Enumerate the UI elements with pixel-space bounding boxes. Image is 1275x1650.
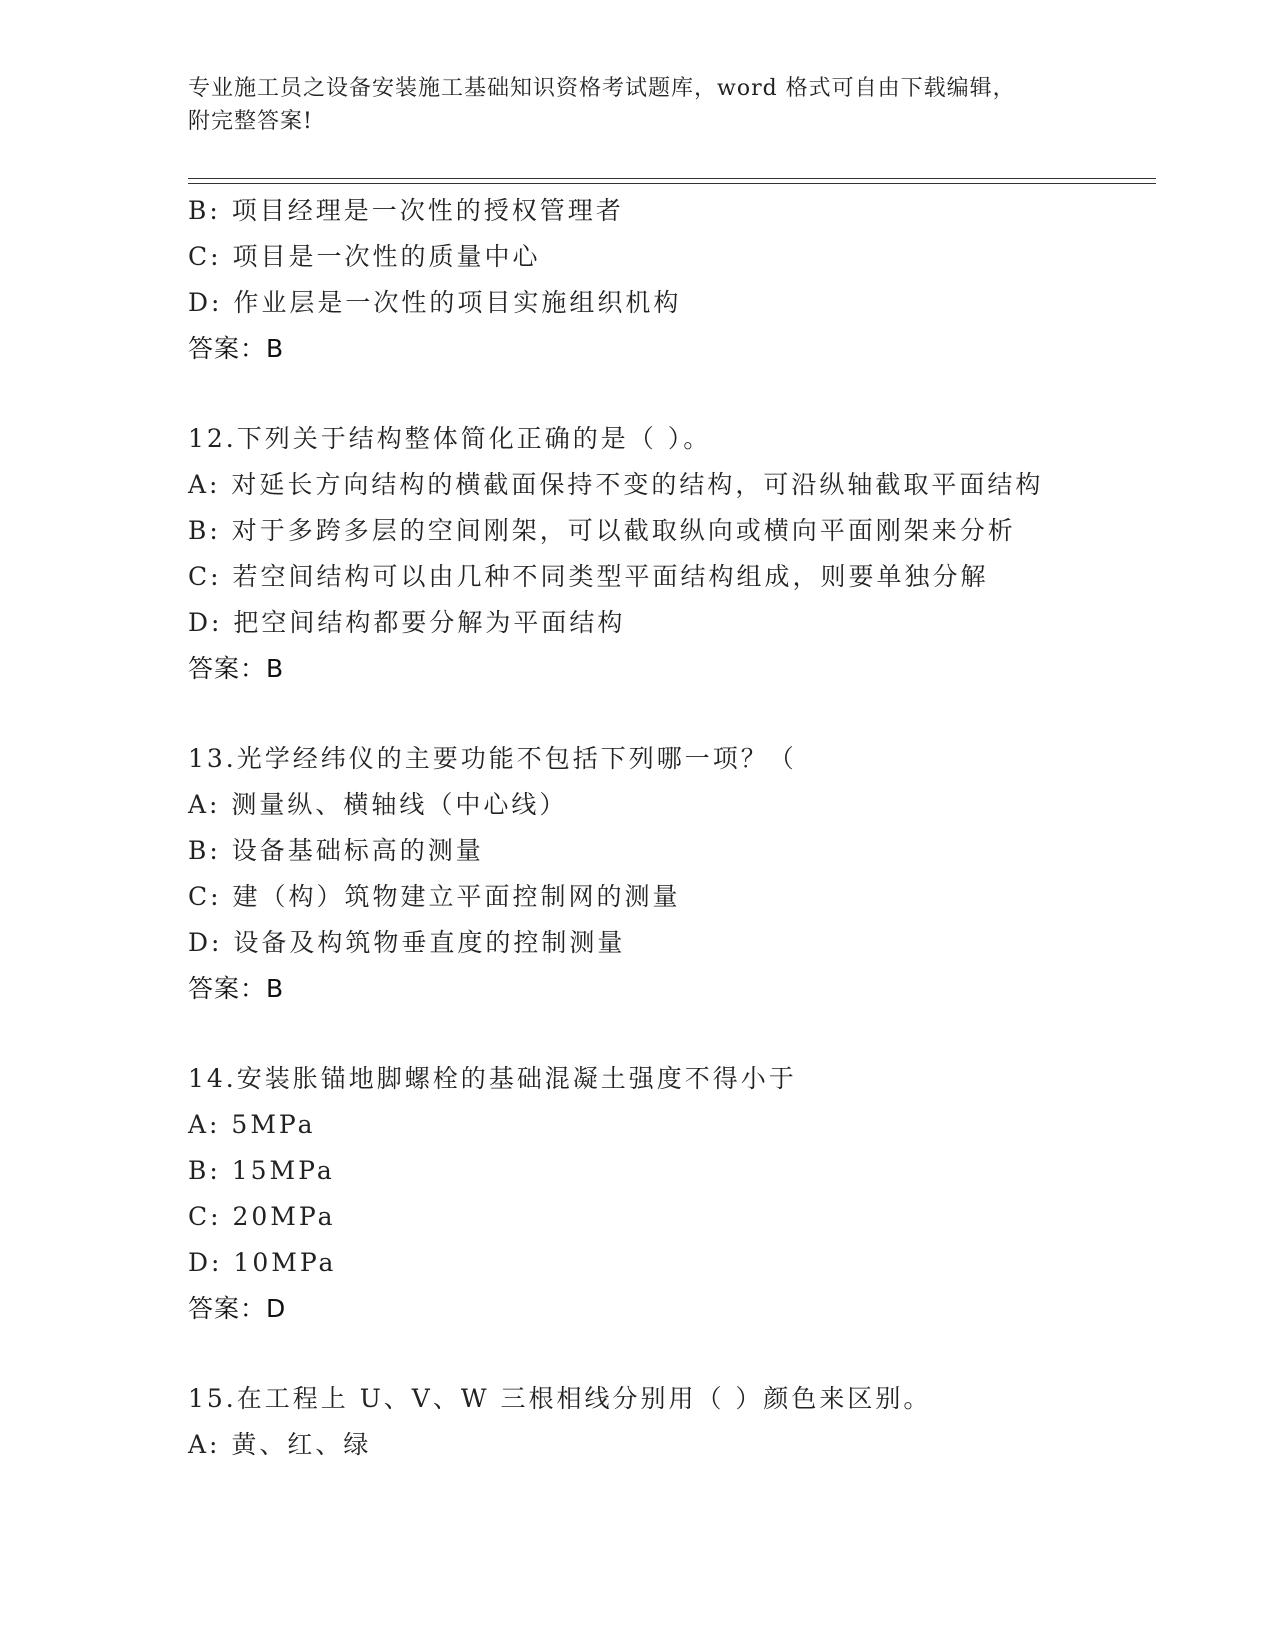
option-a: A: 5MPa [188,1110,316,1139]
option-b: B: 设备基础标高的测量 [188,836,484,865]
option-d: D: 设备及构筑物垂直度的控制测量 [188,928,626,957]
header-rule-top [188,178,1156,179]
question-title: 14.安装胀锚地脚螺栓的基础混凝土强度不得小于 [188,1064,797,1093]
answer-text: 答案：B [188,974,285,1003]
option-a: A: 对延长方向结构的横截面保持不变的结构，可沿纵轴截取平面结构 [188,470,1044,499]
option-c: C: 若空间结构可以由几种不同类型平面结构组成，则要单独分解 [188,562,989,591]
option-c: C: 项目是一次性的质量中心 [188,242,541,271]
question-block-15 [188,1376,1148,1468]
question-block-13 [188,736,1148,1012]
question-list [188,188,1148,1468]
header-line-1: 专业施工员之设备安装施工基础知识资格考试题库，word 格式可自由下载编辑， [188,76,1016,101]
header-line-2: 附完整答案! [188,109,313,134]
option-a: A: 测量纵、横轴线（中心线） [188,790,568,819]
answer-text: 答案：B [188,334,285,363]
option-d: D: 10MPa [188,1248,337,1277]
option-c: C: 20MPa [188,1202,336,1231]
option-a: A: 黄、红、绿 [188,1430,372,1459]
header-rule-bottom [188,183,1156,184]
answer-text: 答案：D [188,1294,287,1323]
option-d: D: 作业层是一次性的项目实施组织机构 [188,288,682,317]
option-b: B: 15MPa [188,1156,335,1185]
document-header [188,72,1088,138]
option-b: B: 项目经理是一次性的授权管理者 [188,196,624,225]
option-d: D: 把空间结构都要分解为平面结构 [188,608,626,637]
option-b: B: 对于多跨多层的空间刚架，可以截取纵向或横向平面刚架来分析 [188,516,1016,545]
question-block-11-continued [188,188,1148,372]
question-title: 15.在工程上 U、V、W 三根相线分别用（ ）颜色来区别。 [188,1384,932,1413]
question-title: 13.光学经纬仪的主要功能不包括下列哪一项？（ [188,744,797,773]
answer-text: 答案：B [188,654,285,683]
question-title: 12.下列关于结构整体简化正确的是（ ）。 [188,424,712,453]
question-block-12 [188,416,1148,692]
question-block-14 [188,1056,1148,1332]
option-c: C: 建（构）筑物建立平面控制网的测量 [188,882,681,911]
